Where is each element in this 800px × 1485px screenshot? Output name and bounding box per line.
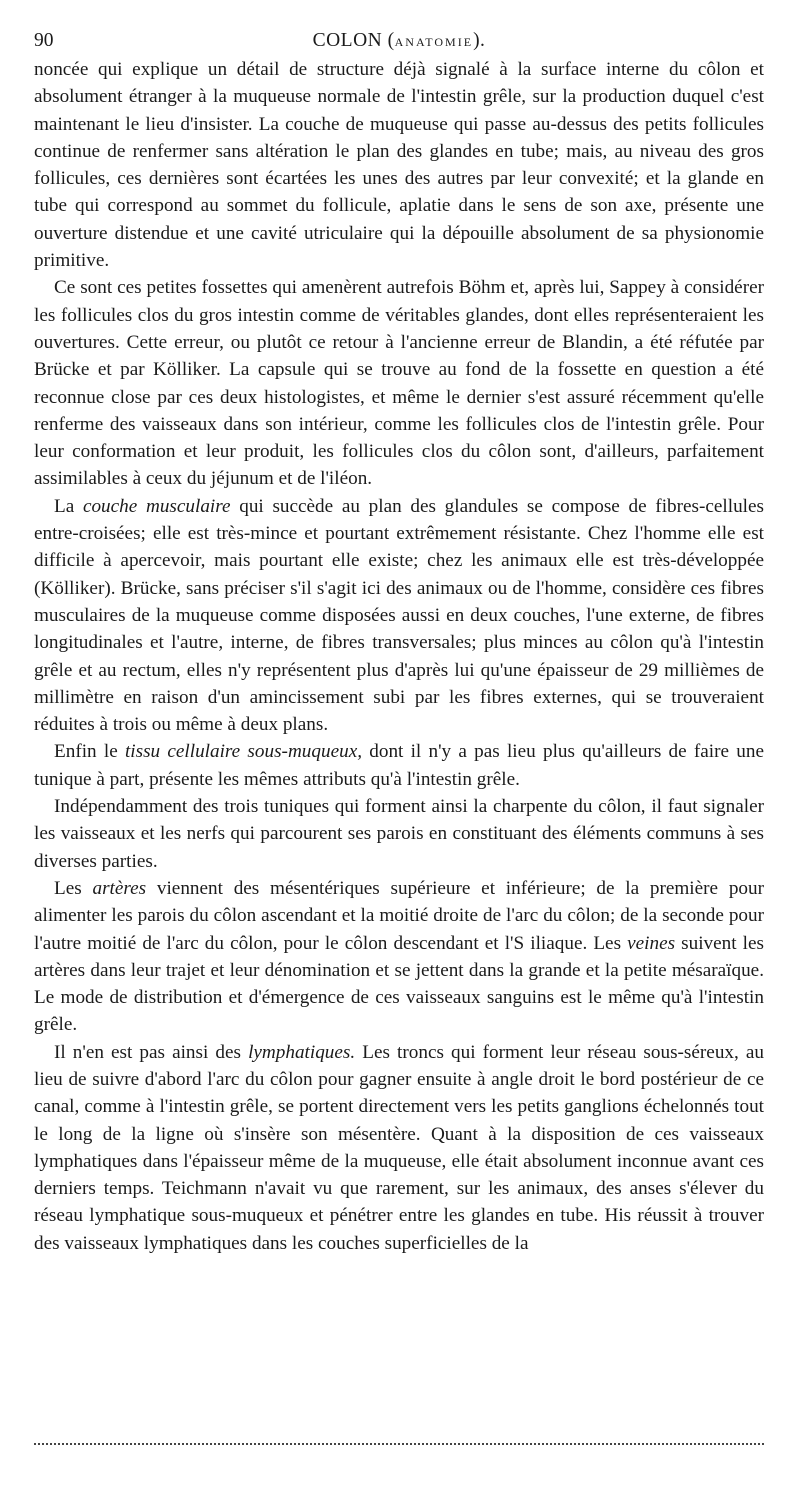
running-head-subtitle: ANATOMIE (394, 35, 474, 49)
page-number: 90 (34, 30, 54, 51)
text-run: La (54, 495, 83, 517)
running-head: COLON (ANATOMIE). (312, 30, 486, 51)
paragraph (34, 1039, 764, 1257)
italic-term: tissu cellulaire sous-muqueux, (124, 741, 363, 763)
body-text (34, 56, 764, 1257)
paragraph (34, 738, 764, 793)
italic-term: lymphatiques. (248, 1041, 356, 1063)
text-run: Indépendamment des trois tuniques qui forment ainsi la charpente du côlon, il faut signaler les vaisseaux et les nerfs qui parcourent ses parois en constituant des éléments communs à ses diverses parties. (34, 796, 764, 872)
running-head-title: COLON (312, 30, 383, 51)
footer-rule (34, 1443, 764, 1445)
text-run: noncée qui explique un détail de structure déjà signalé à la surface interne du côlon et absolument étranger à la muqueuse normale de l'intestin grêle, sur la production duquel c'est maintenant le lieu d'insister. La couche de muqueuse qui passe au-dessus des petits follicules continue de renfermer sans altération le plan des glandes en tube; mais, au niveau des gros follicules, ces dernières sont écartées les unes des autres par leur convexité; et la glande en tube qui correspond au sommet du follicule, aplatie dans le sens de son axe, présente une ouverture distendue et une cavité utriculaire qui la dépouille absolument de sa physionomie primitive. (34, 59, 764, 272)
italic-term: artères (92, 877, 147, 899)
text-run: dont il n'y a pas lieu plus qu'ailleurs de faire une tunique à part, présente les mêmes attributs qu'à l'intestin grêle. (34, 741, 764, 790)
text-run: Les (54, 877, 93, 899)
paragraph (34, 793, 764, 875)
text-run: suivent les artères dans leur trajet et leur dénomination et se jettent dans la grande et la petite mésaraïque. Le mode de distribution et d'émergence de ces vaisseaux sanguins est le même qu'à l'intestin grêle. (34, 932, 764, 1036)
page-header (34, 26, 764, 56)
text-run: qui succède au plan des glandules se compose de fibres-cellules entre-croisées; elle est très-mince et pourtant extrêmement résistante. Chez l'homme elle est difficile à apercevoir, mais pourtant elle existe; chez les animaux elle est très-développée (Kölliker). Brücke, sans préciser s'il s'agit ici des animaux ou de l'homme, considère ces fibres musculaires de la muqueuse comme disposées aussi en deux couches, l'une externe, de fibres longitudinales et l'autre, interne, de fibres transversales; plus minces au côlon qu'à l'intestin grêle et au rectum, elles n'y représentent plus d'après lui qu'une épaisseur de 29 millièmes de millimètre en raison d'un amincissement subi par les fibres externes, qui se trouveraient réduites à trois ou même à deux plans. (34, 495, 764, 736)
paragraph (34, 493, 764, 739)
text-run: Ce sont ces petites fossettes qui amenèrent autrefois Böhm et, après lui, Sappey à considérer les follicules clos du gros intestin comme de véritables glandes, dont elles représenteraient les ouvertures. Cette erreur, ou plutôt ce retour à l'ancienne erreur de Blandin, a été réfutée par Brücke et par Kölliker. La capsule qui se trouve au fond de la fossette en question a été reconnue close par ces deux histologistes, et même le dernier s'est assuré récemment qu'elle renferme des vaisseaux dans son intérieur, comme les follicules clos de l'intestin grêle. Pour leur conformation et leur produit, les follicules clos du côlon sont, d'ailleurs, parfaitement assimilables à ceux du jéjunum et de l'iléon. (34, 277, 764, 490)
paragraph (34, 875, 764, 1039)
text-run: viennent des mésentériques supérieure et inférieure; de la première pour alimenter les parois du côlon ascendant et la moitié droite de l'arc du côlon; de la seconde pour l'autre moitié de l'arc du côlon, pour le côlon descendant et l'S iliaque. Les (34, 877, 764, 954)
text-run: Les troncs qui forment leur réseau sous-séreux, au lieu de suivre d'abord l'arc du côlon pour gagner ensuite à angle droit le bord postérieur de ce canal, comme à l'intestin grêle, se portent directement vers les petits ganglions échelonnés tout le long de la ligne où s'insère son mésentère. Quant à la disposition de ces vaisseaux lymphatiques dans l'épaisseur même de la muqueuse, elle était absolument inconnue avant ces derniers temps. Teichmann n'avait vu que rarement, sur les animaux, des anses s'élever du réseau lymphatique sous-muqueux et pénétrer entre les glandes en tube. His réussit à trouver des vaisseaux lymphatiques dans les couches superficielles de la (34, 1041, 764, 1254)
book-page (34, 26, 764, 1257)
italic-term: couche musculaire (82, 495, 231, 517)
text-run: Il n'en est pas ainsi des (54, 1041, 249, 1063)
italic-term: veines (627, 932, 676, 954)
paragraph (34, 274, 764, 492)
paragraph (34, 56, 764, 274)
text-run: Enfin le (54, 741, 125, 763)
